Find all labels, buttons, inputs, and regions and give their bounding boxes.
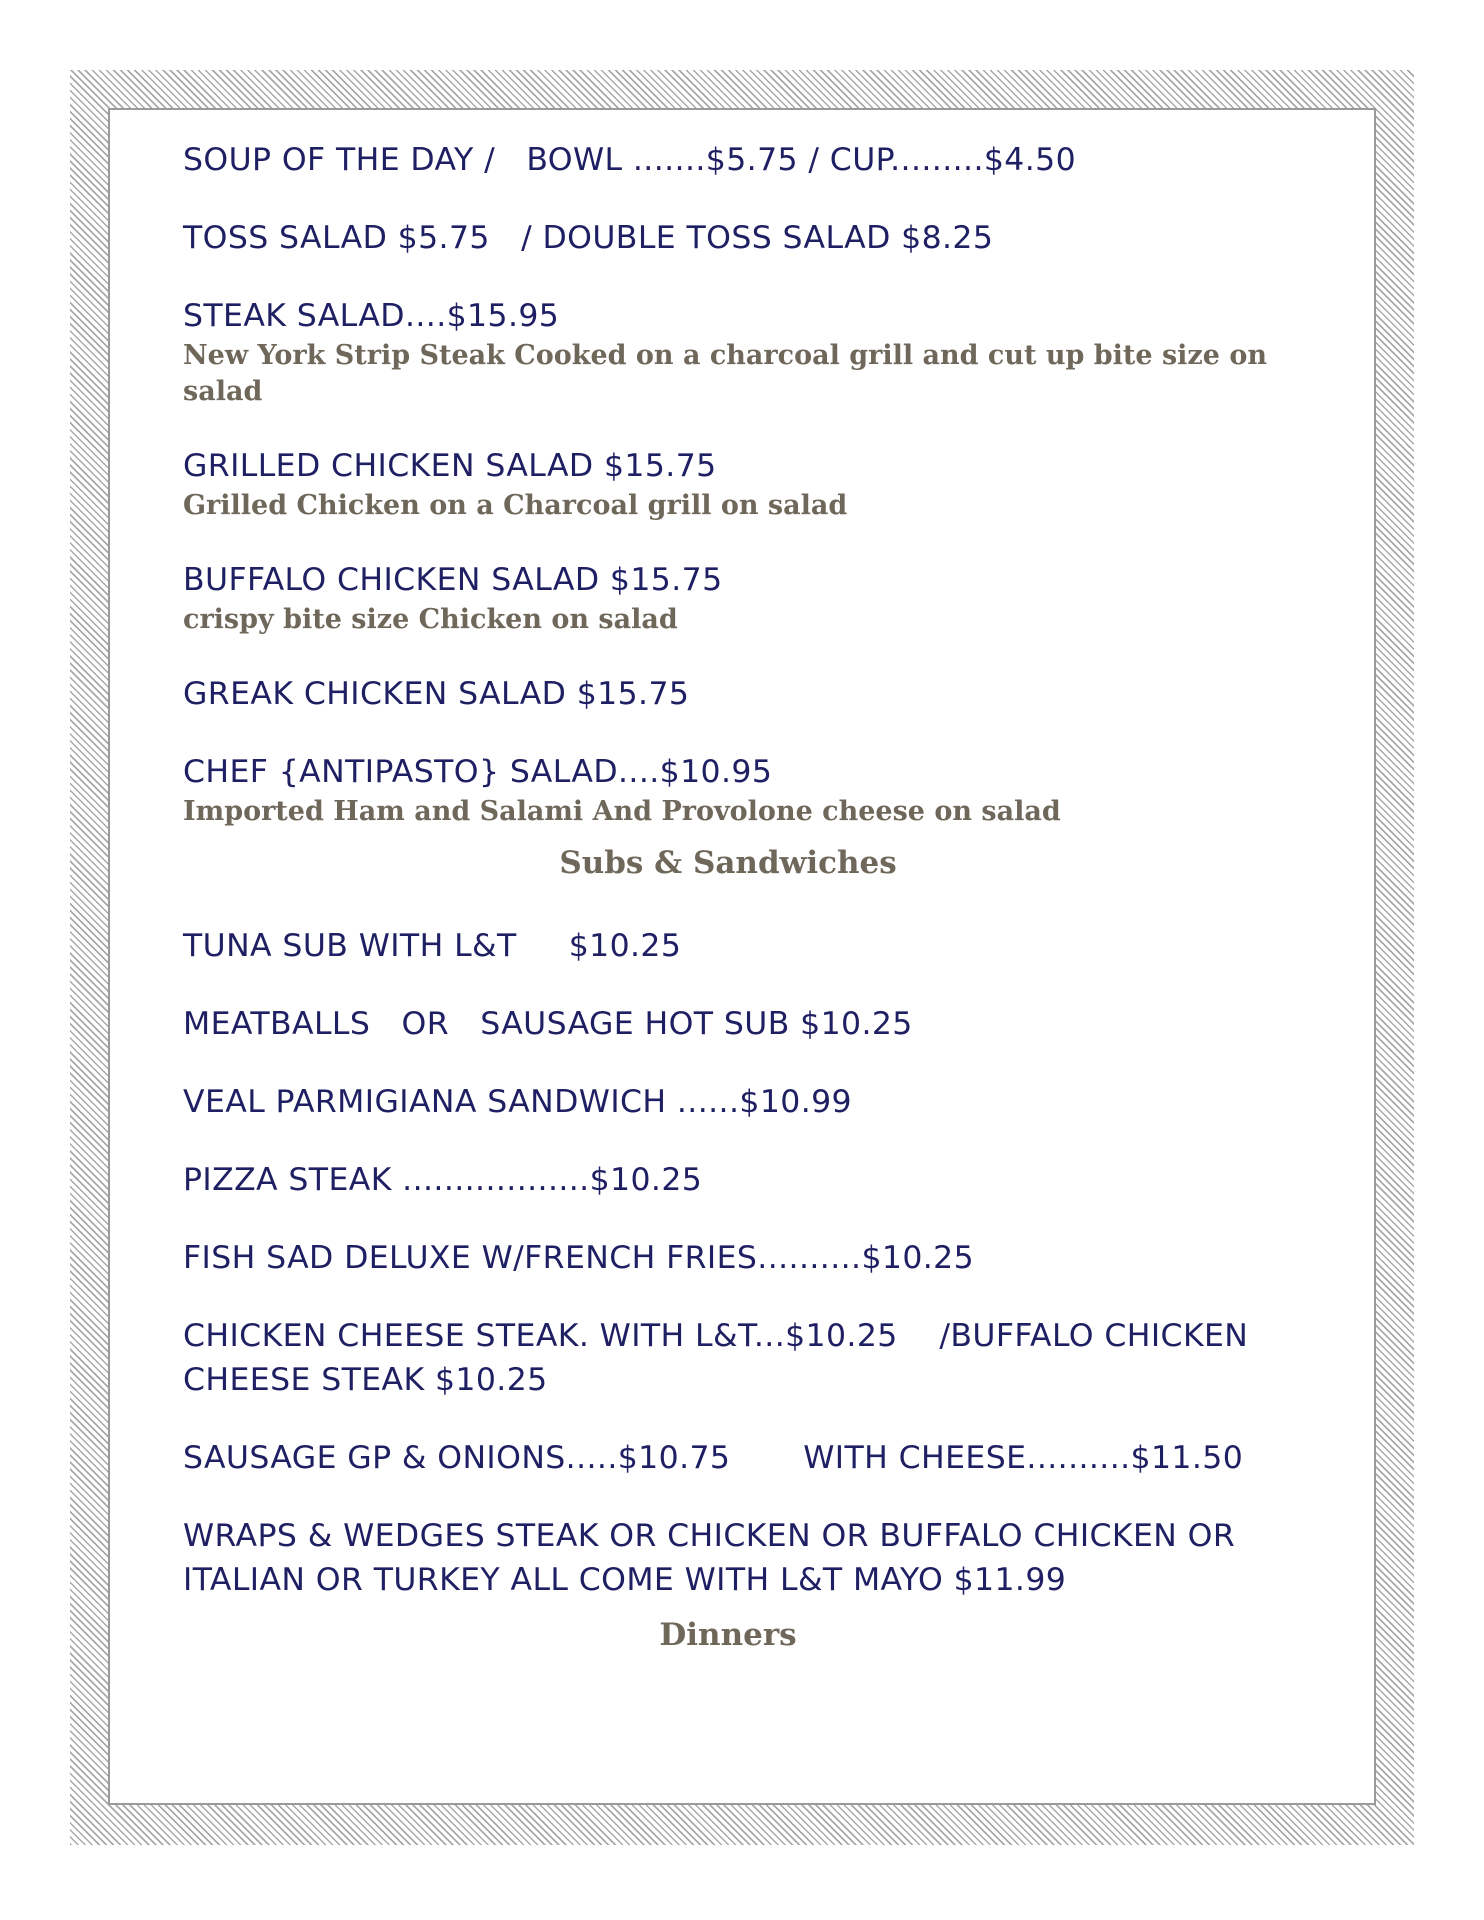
- menu-item-buffalo-chicken-salad: [183, 558, 1273, 638]
- section-heading-dinners: Dinners: [659, 1617, 797, 1653]
- menu-item-chef-salad: [183, 750, 1273, 830]
- menu-item-title: TUNA SUB WITH L&T $10.25: [183, 928, 682, 964]
- menu-item-title: SAUSAGE GP & ONIONS.....$10.75 WITH CHEESE..........$11.50: [183, 1440, 1244, 1476]
- menu-item-description: New York Strip Steak Cooked on a charcoal grill and cut up bite size on salad: [183, 340, 1277, 407]
- menu-item-title: SOUP OF THE DAY / BOWL .......$5.75 / CUP.........$4.50: [183, 142, 1077, 178]
- menu-item-title: STEAK SALAD....$15.95: [183, 298, 560, 334]
- menu-item-chicken-cheese-steak: [183, 1314, 1273, 1402]
- menu-item-grilled-chicken-salad: [183, 444, 1273, 524]
- menu-item-soup: [183, 138, 1273, 182]
- menu-item-steak-salad: [183, 294, 1277, 410]
- menu-item-title: GREAK CHICKEN SALAD $15.75: [183, 676, 690, 712]
- menu-item-title: MEATBALLS OR SAUSAGE HOT SUB $10.25: [183, 1006, 913, 1042]
- menu-item-toss-salad: [183, 216, 1273, 260]
- menu-item-wraps-wedges: [183, 1514, 1273, 1602]
- menu-item-title: BUFFALO CHICKEN SALAD $15.75: [183, 562, 723, 598]
- menu-item-sausage-gp-onions: [183, 1436, 1273, 1480]
- menu-item-fish-sandwich: [183, 1236, 1273, 1280]
- menu-item-title: FISH SAD DELUXE W/FRENCH FRIES..........$10.25: [183, 1240, 975, 1276]
- menu-item-title: TOSS SALAD $5.75 / DOUBLE TOSS SALAD $8.25: [183, 220, 994, 256]
- menu-item-description: Imported Ham and Salami And Provolone cheese on salad: [183, 796, 1061, 827]
- menu-item-meatballs-sausage-sub: [183, 1002, 1273, 1046]
- menu-item-title: GRILLED CHICKEN SALAD $15.75: [183, 448, 717, 484]
- menu-item-title: PIZZA STEAK ..................$10.25: [183, 1162, 703, 1198]
- menu-item-title: VEAL PARMIGIANA SANDWICH ......$10.99: [183, 1084, 852, 1120]
- menu-item-description: crispy bite size Chicken on salad: [183, 604, 678, 635]
- menu-item-greak-chicken-salad: [183, 672, 1273, 716]
- section-heading-subs: Subs & Sandwiches: [559, 845, 897, 881]
- menu-content: [183, 138, 1277, 1696]
- menu-item-description: Grilled Chicken on a Charcoal grill on salad: [183, 490, 848, 521]
- menu-item-veal-parmigiana: [183, 1080, 1273, 1124]
- menu-item-tuna-sub: [183, 924, 1273, 968]
- menu-item-title: CHICKEN CHEESE STEAK. WITH L&T...$10.25 /BUFFALO CHICKEN CHEESE STEAK $10.25: [183, 1318, 1259, 1398]
- menu-item-pizza-steak: [183, 1158, 1273, 1202]
- menu-item-title: WRAPS & WEDGES STEAK OR CHICKEN OR BUFFALO CHICKEN OR ITALIAN OR TURKEY ALL COME WITH L&T MAYO $11.99: [183, 1518, 1246, 1598]
- menu-item-title: CHEF {ANTIPASTO} SALAD....$10.95: [183, 754, 773, 790]
